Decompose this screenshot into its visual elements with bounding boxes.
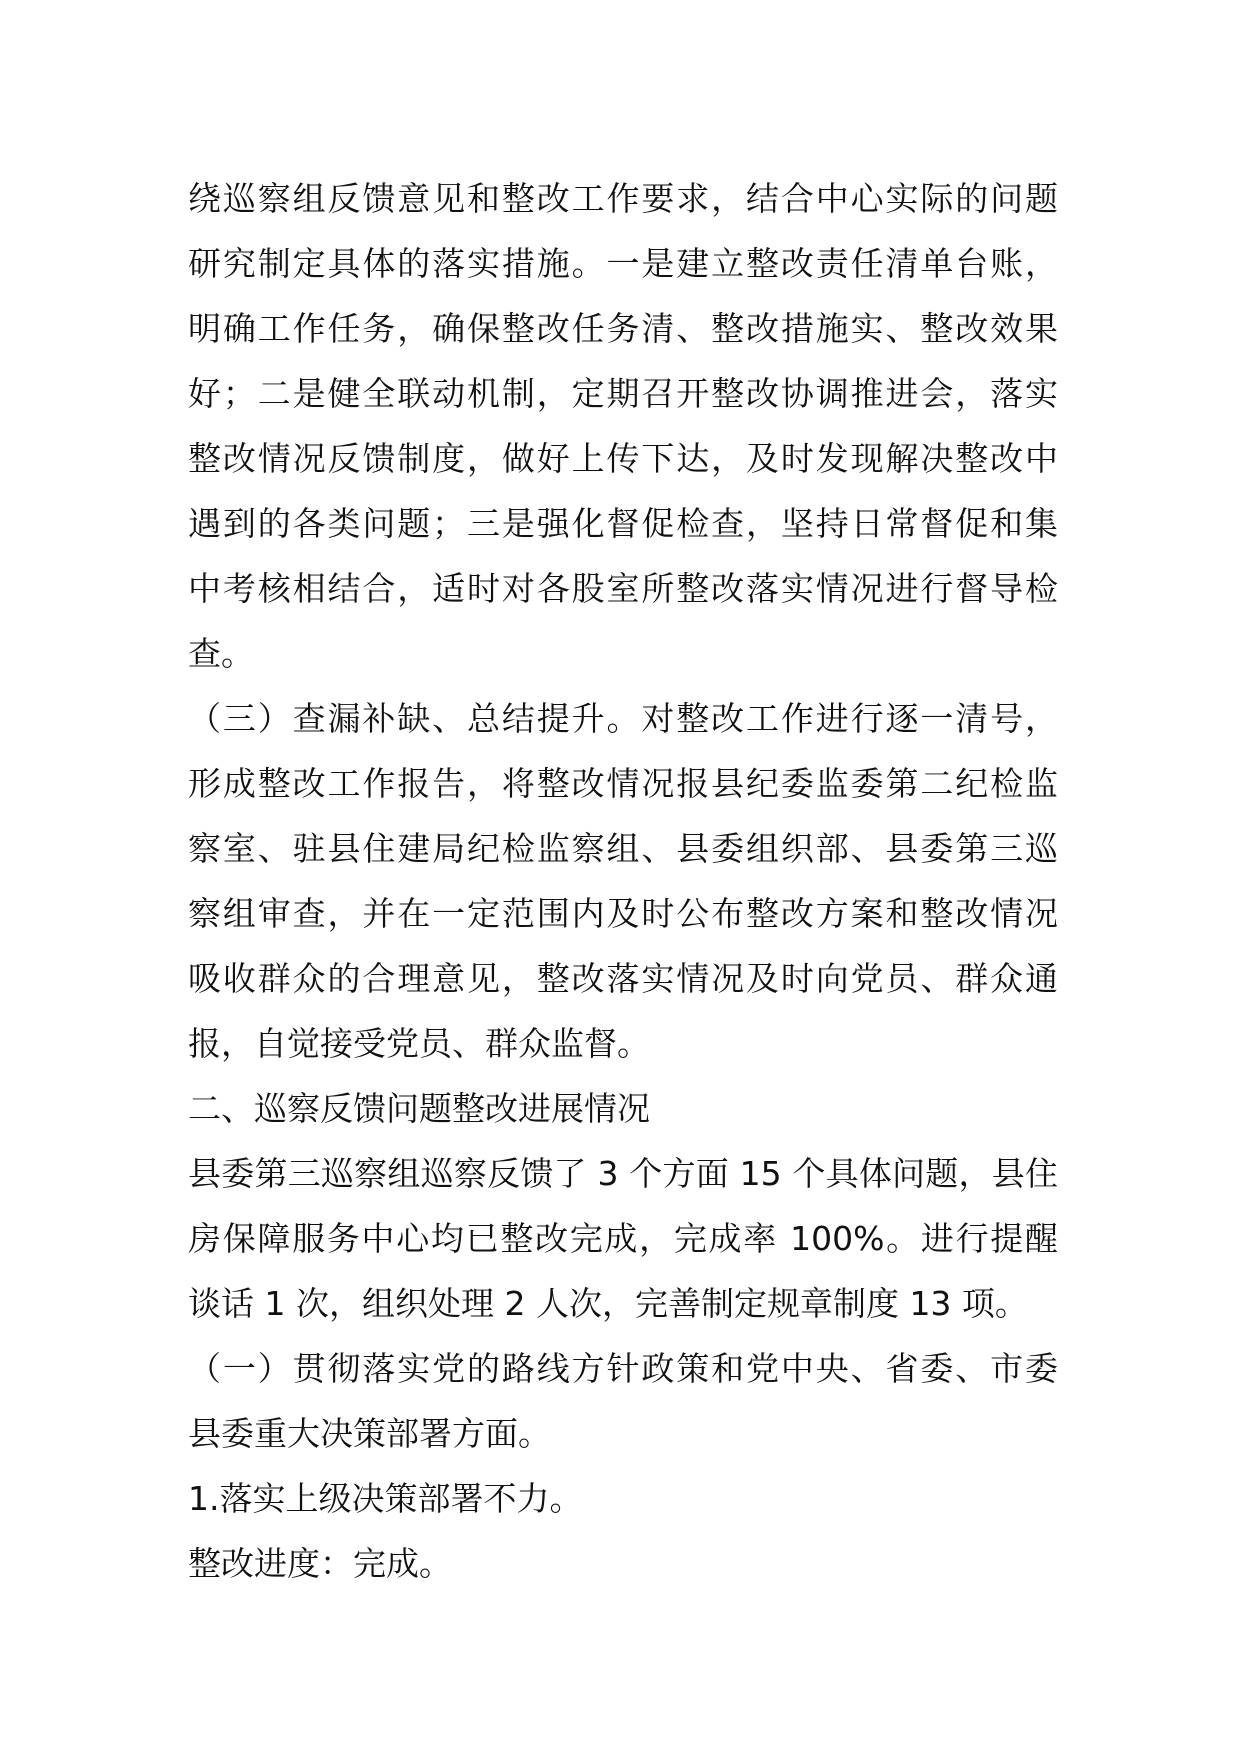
text-line: 察室、驻县住建局纪检监察组、县委组织部、县委第三巡 (188, 829, 1058, 868)
document-body (188, 166, 1058, 1596)
text-line: 整改情况反馈制度，做好上传下达，及时发现解决整改中 (188, 439, 1058, 478)
section-heading: （一）贯彻落实党的路线方针政策和党中央、省委、市委 (188, 1349, 1058, 1388)
text-line: 绕巡察组反馈意见和整改工作要求，结合中心实际的问题 (188, 179, 1058, 218)
text-line: 县委重大决策部署方面。 (188, 1414, 551, 1453)
text-line: 好；二是健全联动机制，定期召开整改协调推进会，落实 (188, 374, 1058, 413)
text-line: 察组审查，并在一定范围内及时公布整改方案和整改情况 (188, 894, 1058, 933)
text-line: 报，自觉接受党员、群众监督。 (188, 1024, 650, 1063)
progress-line: 整改进度：完成。 (188, 1544, 452, 1583)
text-line: 县委第三巡察组巡察反馈了 3 个方面 15 个具体问题，县住 (188, 1154, 1058, 1193)
item-heading: 1.落实上级决策部署不力。 (188, 1479, 583, 1518)
text-line: 房保障服务中心均已整改完成，完成率 100%。进行提醒 (188, 1219, 1058, 1258)
section-heading: （三）查漏补缺、总结提升。对整改工作进行逐一清号， (188, 699, 1058, 738)
section-heading: 二、巡察反馈问题整改进展情况 (188, 1089, 650, 1128)
text-line: 谈话 1 次，组织处理 2 人次，完善制定规章制度 13 项。 (188, 1284, 1028, 1323)
text-line: 明确工作任务，确保整改任务清、整改措施实、整改效果 (188, 309, 1058, 348)
text-line: 遇到的各类问题；三是强化督促检查，坚持日常督促和集 (188, 504, 1058, 543)
text-line: 中考核相结合，适时对各股室所整改落实情况进行督导检 (188, 569, 1058, 608)
text-line: 形成整改工作报告，将整改情况报县纪委监委第二纪检监 (188, 764, 1058, 803)
text-line: 研究制定具体的落实措施。一是建立整改责任清单台账， (188, 244, 1058, 283)
text-line: 查。 (188, 634, 254, 673)
text-line: 吸收群众的合理意见，整改落实情况及时向党员、群众通 (188, 959, 1058, 998)
